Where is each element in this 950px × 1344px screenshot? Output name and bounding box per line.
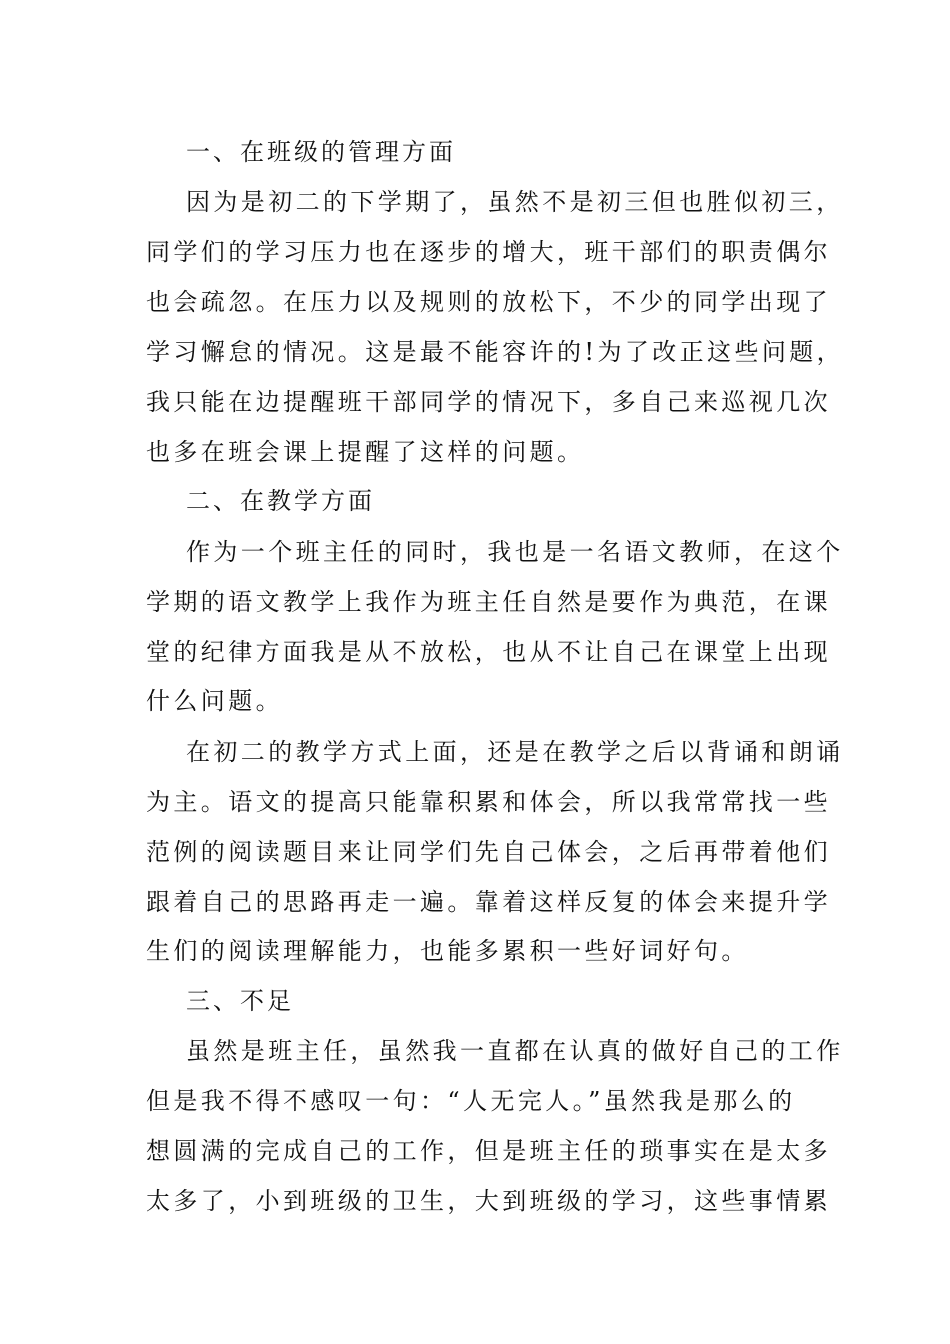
paragraph-line: 堂的纪律方面我是从不放松，也从不让自己在课堂上出现 bbox=[146, 638, 831, 666]
paragraph-line: 学期的语文教学上我作为班主任自然是要作为典范，在课 bbox=[146, 588, 831, 616]
paragraph-line: 但是我不得不感叹一句：“人无完人。”虽然我是那么的 bbox=[146, 1087, 796, 1115]
paragraph-line: 虽然是班主任，虽然我一直都在认真的做好自己的工作 bbox=[186, 1037, 844, 1065]
paragraph-line: 也多在班会课上提醒了这样的问题。 bbox=[146, 438, 585, 466]
paragraph-line: 跟着自己的思路再走一遍。靠着这样反复的体会来提升学 bbox=[146, 888, 831, 916]
paragraph-line: 为主。语文的提高只能靠积累和体会，所以我常常找一些 bbox=[146, 788, 831, 816]
paragraph-line: 学习懈怠的情况。这是最不能容许的!为了改正这些问题， bbox=[146, 338, 845, 366]
paragraph-line: 想圆满的完成自己的工作，但是班主任的琐事实在是太多 bbox=[146, 1137, 831, 1165]
paragraph-line: 我只能在边提醒班干部同学的情况下，多自己来巡视几次 bbox=[146, 388, 831, 416]
paragraph-line: 在初二的教学方式上面，还是在教学之后以背诵和朗诵 bbox=[186, 738, 844, 766]
section-heading-management: 一、在班级的管理方面 bbox=[186, 138, 456, 166]
section-heading-teaching: 二、在教学方面 bbox=[186, 487, 375, 515]
paragraph-line: 太多了，小到班级的卫生，大到班级的学习，这些事情累 bbox=[146, 1187, 831, 1215]
section-heading-shortcomings: 三、不足 bbox=[186, 987, 294, 1015]
paragraph-line: 也会疏忽。在压力以及规则的放松下，不少的同学出现了 bbox=[146, 288, 831, 316]
paragraph-line: 什么问题。 bbox=[146, 687, 283, 715]
paragraph-line: 作为一个班主任的同时，我也是一名语文教师，在这个 bbox=[186, 538, 844, 566]
paragraph-line: 同学们的学习压力也在逐步的增大，班干部们的职责偶尔 bbox=[146, 238, 831, 266]
paragraph-line: 因为是初二的下学期了，虽然不是初三但也胜似初三， bbox=[186, 188, 844, 216]
paragraph-line: 范例的阅读题目来让同学们先自己体会，之后再带着他们 bbox=[146, 838, 831, 866]
paragraph-line: 生们的阅读理解能力，也能多累积一些好词好句。 bbox=[146, 937, 749, 965]
